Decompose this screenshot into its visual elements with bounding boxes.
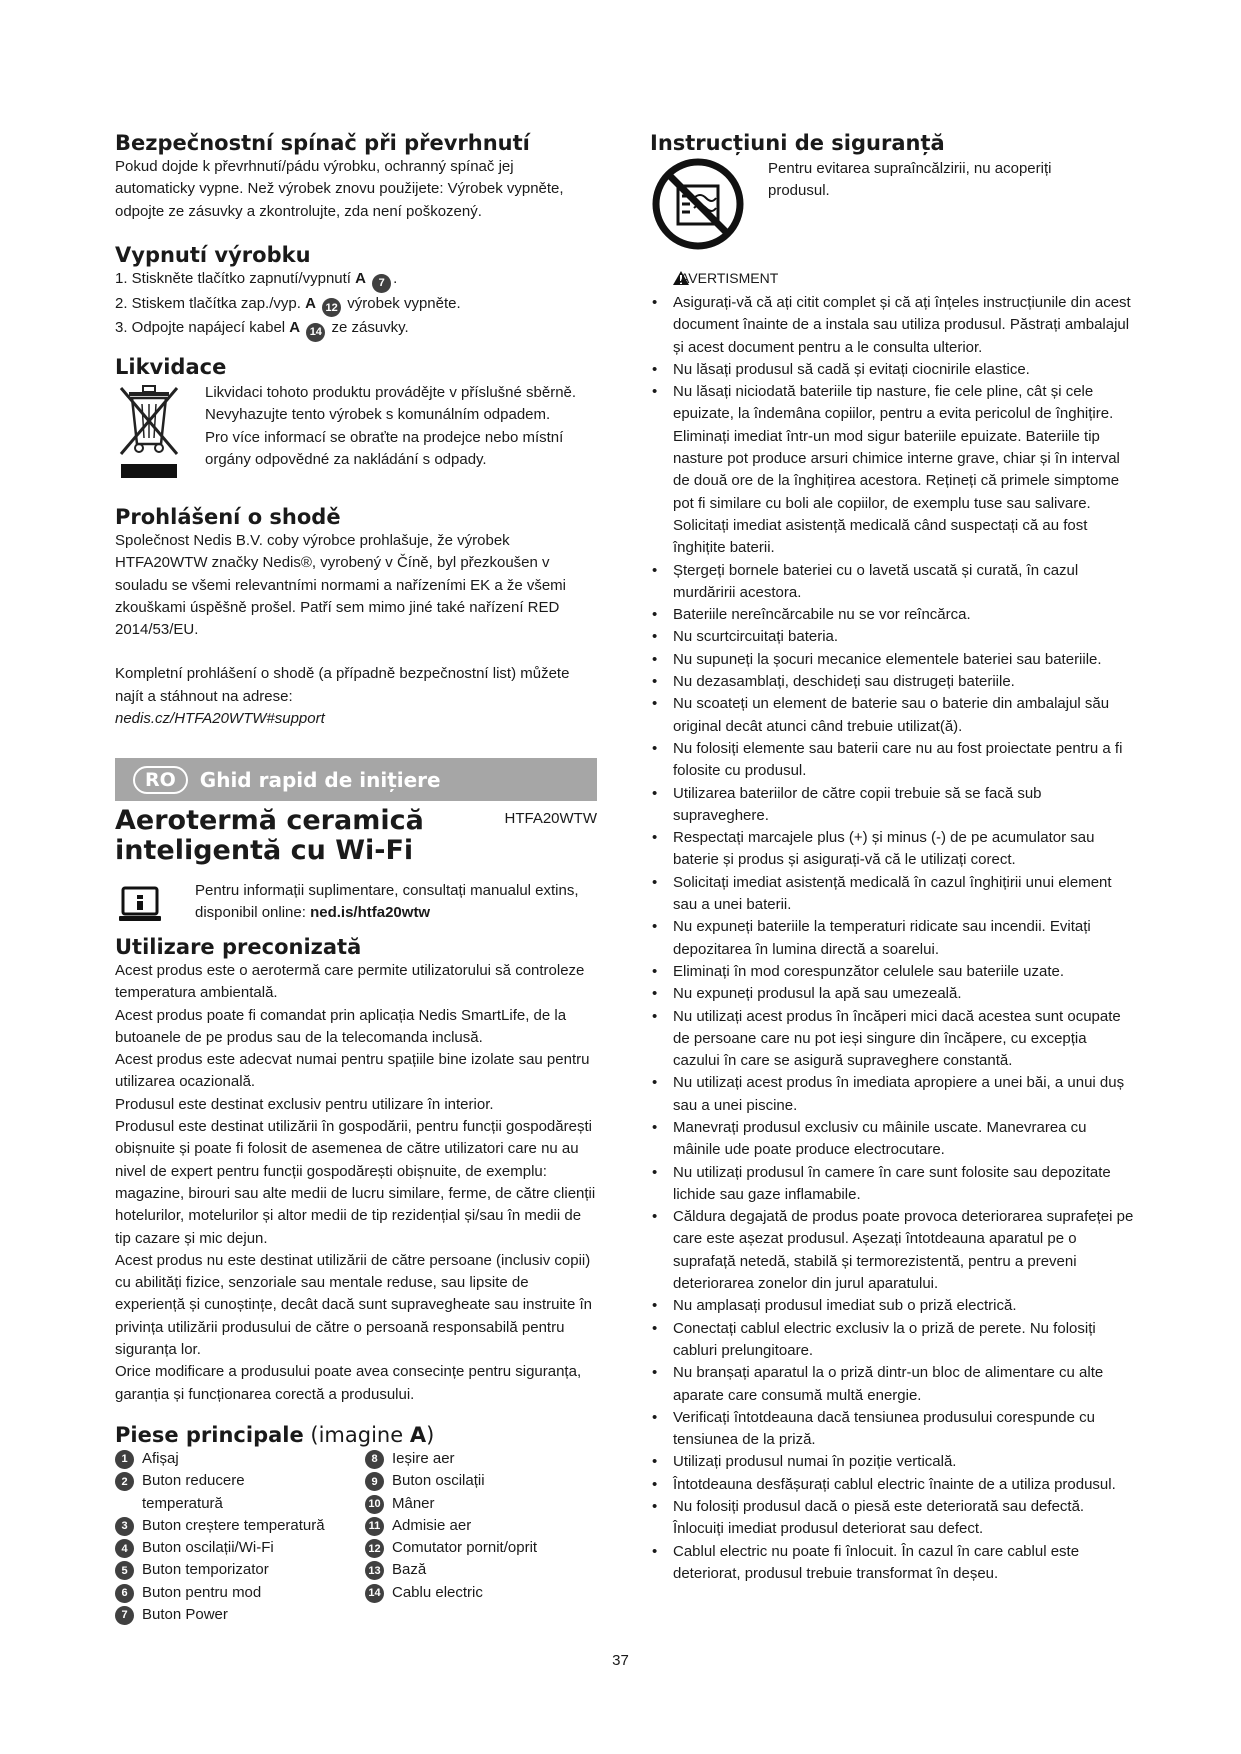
parts-left-column <box>115 1448 365 1626</box>
main-parts-heading: Piese principale (imagine A) <box>115 1423 435 1447</box>
model-number: HTFA20WTW <box>504 810 597 827</box>
safety-item: • Întotdeauna desfășurați cablul electric înainte de a utiliza produsul. <box>650 1474 1136 1496</box>
main-parts-section <box>115 1422 597 1626</box>
laptop-info-icon <box>117 886 163 926</box>
safety-item: • Nu lăsați niciodată bateriile tip nasture, fie cele pline, cât și cele epuizate, la îndemâna copiilor, pentru a evita pericolul de înghițire. Eliminați imediat într-un mod sigur bateriile epuizate. Bateriile tip nasture pot produce arsuri chimice interne grave, chiar și în interval de două ore de la înghițirea acestora. Rețineți că primele simptome pot fi similare cu boli ale copiilor, de exemplu tuse sau salivare. Solicitați imediat asistență medicală când suspectați că au fost înghițite baterii. <box>650 381 1136 559</box>
intended-use-p2: Acest produs poate fi comandat prin aplicația Nedis SmartLife, de la butoanele de pe produs sau de la telecomanda inclusă. <box>115 1006 567 1046</box>
intended-use-p7: Orice modificare a produsului poate avea consecințe pentru siguranța, garanția și funcționarea corectă a produsului. <box>115 1363 582 1403</box>
intended-use-p5: Produsul este destinat utilizării în gospodării, pentru funcții gospodărești obișnuite și poate fi folosit de asemenea de către utilizatori care nu au nivel de expert pentru funcții gospodărești obișnuite, de exemplu: magazine, birouri sau alte medii de lucru similare, ferme, de către clienții hotelurilor, motelurilor și altor medii de tip rezidențial și/sau în medii de tip cazare și mic dejun. <box>115 1118 596 1247</box>
right-column <box>650 130 1136 1582</box>
intended-use-p1: Acest produs este o aerotermă care permite utilizatorului să controleze temperatura ambientală. <box>115 962 585 1002</box>
intended-use-p6: Acest produs nu este destinat utilizării de către persoane (inclusiv copii) cu abilități fizice, senzoriale sau mentale reduse, sau lipsite de experiență și cunoștințe, decât dacă sunt supravegheate sau instruite în privința utilizării produsului de către o persoană responsabilă pentru siguranța lor. <box>115 1251 592 1359</box>
step-item: 3. Odpojte napájecí kabel A 14 ze zásuvky. <box>115 317 597 342</box>
safety-item: • Nu expuneți produsul la apă sau umezeală. <box>650 983 1136 1005</box>
safety-item: • Nu scurtcircuitați bateria. <box>650 626 1136 648</box>
warning-label: AVERTISMENT <box>672 270 778 286</box>
intended-use-p4: Produsul este destinat exclusiv pentru utilizare în interior. <box>115 1095 494 1113</box>
step-item: 2. Stiskem tlačítka zap./vyp. A 12 výrobek vypněte. <box>115 293 597 318</box>
safety-item: • Nu supuneți la șocuri mecanice elementele bateriei sau bateriile. <box>650 649 1136 671</box>
switch-off-heading: Vypnutí výrobku <box>115 243 311 267</box>
manual-link[interactable]: ned.is/htfa20wtw <box>310 904 431 922</box>
safety-item: • Utilizați produsul numai în poziție verticală. <box>650 1451 1136 1473</box>
part-item: 6 Buton pentru mod <box>115 1582 365 1604</box>
safety-item: • Nu folosiți elemente sau baterii care nu au fost proiectate pentru a fi folosite cu produsul. <box>650 738 1136 783</box>
safety-item: • Căldura degajată de produs poate provoca deteriorarea suprafeței pe care este așezat produsul. Așezați întotdeauna aparatul pe o suprafață netedă, stabilă și termorezistentă, pentru a preveni deteriorarea zonelor din jurul aparatului. <box>650 1206 1136 1295</box>
safety-item: • Bateriile nereîncărcabile nu se vor reîncărca. <box>650 604 1136 626</box>
switch-off-steps <box>115 268 597 342</box>
part-item: 10 Mâner <box>365 1493 597 1515</box>
safety-item: • Verificați întotdeauna dacă tensiunea produsului corespunde cu tensiunea de la priză. <box>650 1407 1136 1452</box>
safety-heading: Instrucțiuni de siguranță <box>650 131 945 155</box>
safety-item: • Ștergeți bornele bateriei cu o lavetă uscată și curată, în cazul murdăririi acestora. <box>650 560 1136 605</box>
language-badge: RO <box>133 766 188 794</box>
product-title-block <box>115 806 597 866</box>
safety-item: • Respectați marcajele plus (+) și minus (-) de pe acumulator sau baterie și produs și asigurați-vă că le utilizați corect. <box>650 827 1136 872</box>
safety-list <box>650 292 1136 1585</box>
safety-item: • Cablul electric nu poate fi înlocuit. În cazul în care cablul este deteriorat, produsul trebuie transformat în deșeu. <box>650 1541 1136 1586</box>
intended-use-p3: Acest produs este adecvat numai pentru spațiile bine izolate sau pentru utilizarea ocazională. <box>115 1051 590 1091</box>
manual-info-text: Pentru informații suplimentare, consultați manualul extins, disponibil online: ned.is/htfa20wtw <box>195 882 579 922</box>
part-number-badge: 14 <box>306 323 325 342</box>
safety-item: • Manevrați produsul exclusiv cu mâinile uscate. Manevrarea cu mâinile ude poate produce electrocutare. <box>650 1117 1136 1162</box>
tipover-heading: Bezpečnostní spínač při převrhnutí <box>115 131 530 155</box>
part-item: 1 Afișaj <box>115 1448 365 1470</box>
tipover-section <box>115 130 597 223</box>
switch-off-section <box>115 242 597 342</box>
safety-item: • Nu amplasați produsul imediat sub o priză electrică. <box>650 1295 1136 1317</box>
safety-item: • Nu utilizați acest produs în încăperi mici dacă acestea sunt ocupate de persoane care nu pot ieși singure din încăpere, cu excepția cazului în care se asigură supraveghere constantă. <box>650 1006 1136 1073</box>
page-number: 37 <box>612 1652 629 1669</box>
disposal-section <box>115 354 597 468</box>
part-item: 14 Cablu electric <box>365 1582 597 1604</box>
conformity-support-link[interactable]: nedis.cz/HTFA20WTW#support <box>115 710 325 728</box>
part-item: 12 Comutator pornit/oprit <box>365 1537 597 1559</box>
part-item: 3 Buton creștere temperatură <box>115 1515 365 1537</box>
part-item: 9 Buton oscilații <box>365 1470 597 1492</box>
ro-section-bar <box>115 758 597 801</box>
disposal-text: Likvidaci tohoto produktu provádějte v příslušné sběrně. Nevyhazujte tento výrobek s komunálním odpadem. Pro více informací se obraťte na prodejce nebo místní orgány odpovědné za nakládání s odpady. <box>205 384 577 468</box>
safety-item: • Nu folosiți produsul dacă o piesă este deteriorată sau defectă. Înlocuiți imediat produsul deteriorat sau defect. <box>650 1496 1136 1541</box>
intended-use-section <box>115 934 597 1406</box>
conformity-text: Společnost Nedis B.V. coby výrobce prohlašuje, že výrobek HTFA20WTW značky Nedis®, vyrobený v Číně, byl přezkoušen v souladu se všemi relevantními normami a nařízeními EK a že všemi zkouškami úspěšně prošel. Patří sem mimo jiné také nařízení RED 2014/53/EU. <box>115 532 567 639</box>
conformity-heading: Prohlášení o shodě <box>115 505 341 529</box>
safety-item: • Nu utilizați produsul în camere în care sunt folosite sau depozitate lichide sau gaze inflamabile. <box>650 1162 1136 1207</box>
safety-item: • Eliminați în mod corespunzător celulele sau bateriile uzate. <box>650 961 1136 983</box>
part-item: 4 Buton oscilații/Wi-Fi <box>115 1537 365 1559</box>
step-item: 1. Stiskněte tlačítko zapnutí/vypnutí A 7 . <box>115 268 597 293</box>
part-number-badge: 7 <box>372 274 391 293</box>
safety-item: • Nu branșați aparatul la o priză dintr-un bloc de alimentare cu alte aparate care consumă multă energie. <box>650 1362 1136 1407</box>
safety-item: • Utilizarea bateriilor de către copii trebuie să se facă sub supraveghere. <box>650 783 1136 828</box>
safety-item: • Solicitați imediat asistență medicală în cazul înghițirii unui element sau a unei baterii. <box>650 872 1136 917</box>
part-item: 8 Ieșire aer <box>365 1448 597 1470</box>
safety-item: • Nu dezasamblați, deschideți sau distrugeți bateriile. <box>650 671 1136 693</box>
safety-item: • Conectați cablul electric exclusiv la o priză de perete. Nu folosiți cabluri prelungitoare. <box>650 1318 1136 1363</box>
part-item: 11 Admisie aer <box>365 1515 597 1537</box>
part-number-badge: 12 <box>322 298 341 317</box>
part-item: 13 Bază <box>365 1559 597 1581</box>
safety-item: • Nu expuneți bateriile la temperaturi ridicate sau incendii. Evitați depozitarea în lumina directă a soarelui. <box>650 916 1136 961</box>
safety-item: • Nu scoateți un element de baterie sau o baterie din ambalajul său original decât atunci când trebuie utilizat(ă). <box>650 693 1136 738</box>
product-title-line1: Aerotermă ceramică <box>115 805 424 836</box>
safety-item: • Asigurați-vă că ați citit complet și că ați înțeles instrucțiunile din acest document înainte de a instala sau utiliza produsul. Păstrați ambalajul și acest document pentru a le consulta ulterior. <box>650 292 1136 359</box>
product-title-line2: inteligentă cu Wi-Fi <box>115 835 414 866</box>
parts-right-column <box>365 1448 597 1626</box>
part-item: 5 Buton temporizator <box>115 1559 365 1581</box>
conformity-section <box>115 504 597 730</box>
disposal-heading: Likvidace <box>115 355 227 379</box>
do-not-cover-icon <box>650 156 746 252</box>
conformity-download-text: Kompletní prohlášení o shodě (a případně bezpečnostní list) můžete najít a stáhnout na adrese: <box>115 665 570 705</box>
part-item: 7 Buton Power <box>115 1604 365 1626</box>
intended-use-heading: Utilizare preconizată <box>115 935 362 959</box>
parts-list <box>115 1448 597 1626</box>
quick-start-title: Ghid rapid de inițiere <box>199 767 441 792</box>
safety-item: • Nu utilizați acest produs în imediata apropiere a unei băi, a unui duș sau a unei piscine. <box>650 1072 1136 1117</box>
part-item: 2 Buton reducere temperatură <box>115 1470 365 1515</box>
tipover-text: Pokud dojde k převrhnutí/pádu výrobku, ochranný spínač jej automaticky vypne. Než výrobek znovu použijete: Výrobek vypněte, odpojte ze zásuvky a zkontrolujte, zda není poškozený. <box>115 158 564 220</box>
weee-bin-icon <box>115 382 183 480</box>
safety-item: • Nu lăsați produsul să cadă și evitați ciocnirile elastice. <box>650 359 1136 381</box>
cover-warning-text: Pentru evitarea supraîncălzirii, nu acoperiți produsul. <box>768 160 1052 200</box>
